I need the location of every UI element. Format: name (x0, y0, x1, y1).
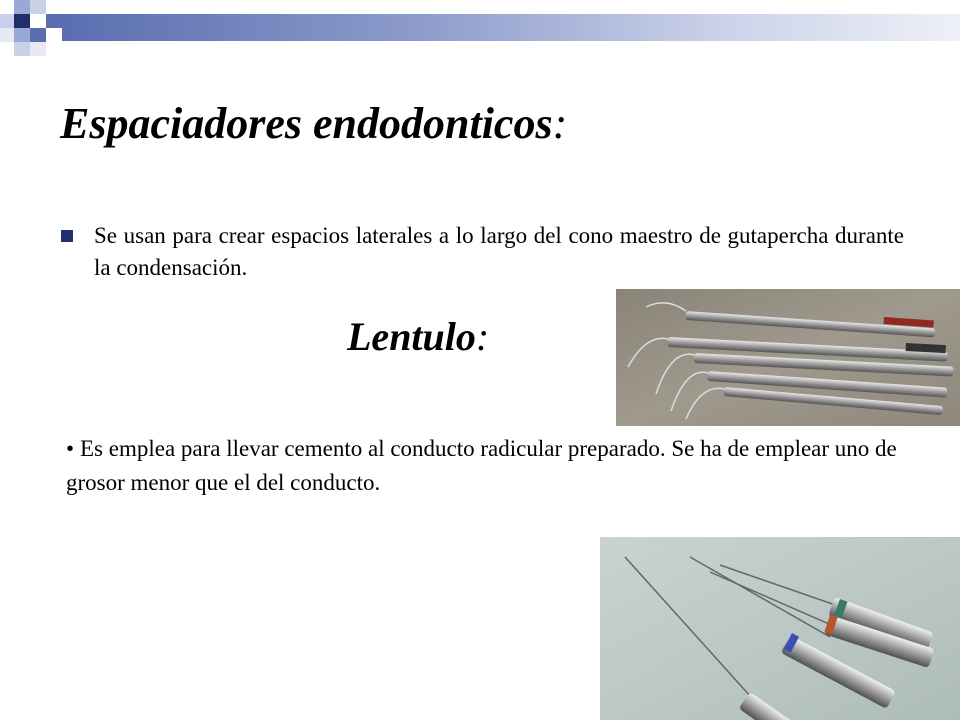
corner-decoration (0, 0, 62, 62)
dot-bullet-icon: • (66, 436, 75, 461)
lentulo-spirals-photo (600, 537, 960, 720)
bullet-text-lentulo: • Es emplea para llevar cemento al conducto radicular preparado. Se ha de emplear uno de grosor menor que el del conducto. (66, 432, 926, 500)
slide-title: Espaciadores endodonticos: (60, 99, 568, 148)
square-bullet-icon (61, 230, 73, 242)
bullet-text-spreaders: Se usan para crear espacios laterales a lo largo del cono maestro de gutapercha durante la condensación. (94, 223, 904, 280)
endodontic-spreaders-photo (616, 289, 960, 426)
header-bar (62, 14, 960, 41)
subtitle-lentulo: Lentulo: (347, 314, 490, 359)
